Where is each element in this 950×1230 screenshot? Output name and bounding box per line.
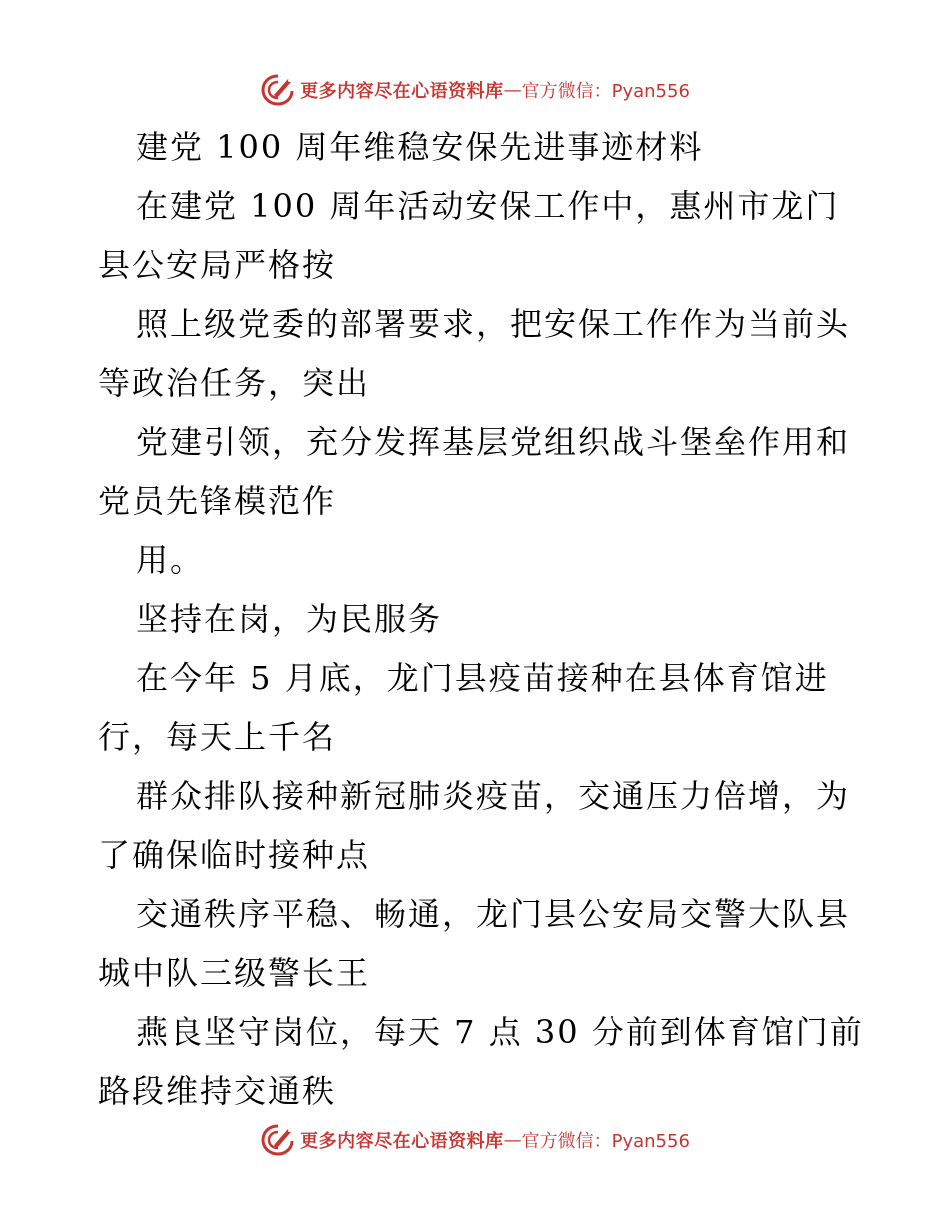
paragraph-line: 照上级党委的部署要求，把安保工作作为当前头 — [136, 305, 851, 343]
document-body — [98, 124, 868, 1127]
paragraph-line: 县公安局严格按 — [98, 246, 337, 284]
document-title: 建党 100 周年维稳安保先进事迹材料 — [136, 128, 704, 166]
watermark-dash: — — [503, 79, 522, 101]
paragraph-line: 城中队三级警长王 — [98, 954, 371, 992]
pen-nib-swirl-icon — [260, 1123, 296, 1157]
paragraph-line: 路段维持交通秩 — [98, 1072, 337, 1110]
paragraph-line: 用。 — [136, 541, 205, 579]
paragraph-line: 等政治任务，突出 — [98, 364, 371, 402]
paragraph-line: 交通秩序平稳、畅通，龙门县公安局交警大队县 — [136, 895, 851, 933]
paragraph-line: 在建党 100 周年活动安保工作中，惠州市龙门 — [136, 187, 840, 225]
watermark-text: 更多内容尽在心语资料库 — [300, 81, 504, 102]
watermark-wechat: 官方微信：Pyan556 — [521, 1131, 690, 1152]
paragraph-line: 了确保临时接种点 — [98, 836, 371, 874]
paragraph-line: 党建引领，充分发挥基层党组织战斗堡垒作用和 — [136, 423, 851, 461]
pen-nib-swirl-icon — [260, 73, 296, 107]
watermark-footer — [0, 1120, 950, 1160]
watermark-dash: — — [503, 1129, 522, 1151]
paragraph-line: 党员先锋模范作 — [98, 482, 337, 520]
paragraph-line: 在今年 5 月底，龙门县疫苗接种在县体育馆进 — [136, 659, 829, 697]
paragraph-line: 燕良坚守岗位，每天 7 点 30 分前到体育馆门前 — [136, 1013, 864, 1051]
section-heading: 坚持在岗，为民服务 — [136, 600, 443, 638]
paragraph-line: 行，每天上千名 — [98, 718, 337, 756]
paragraph-line: 群众排队接种新冠肺炎疫苗，交通压力倍增，为 — [136, 777, 851, 815]
watermark-header — [0, 70, 950, 110]
watermark-text: 更多内容尽在心语资料库 — [300, 1131, 504, 1152]
watermark-wechat: 官方微信：Pyan556 — [521, 81, 690, 102]
